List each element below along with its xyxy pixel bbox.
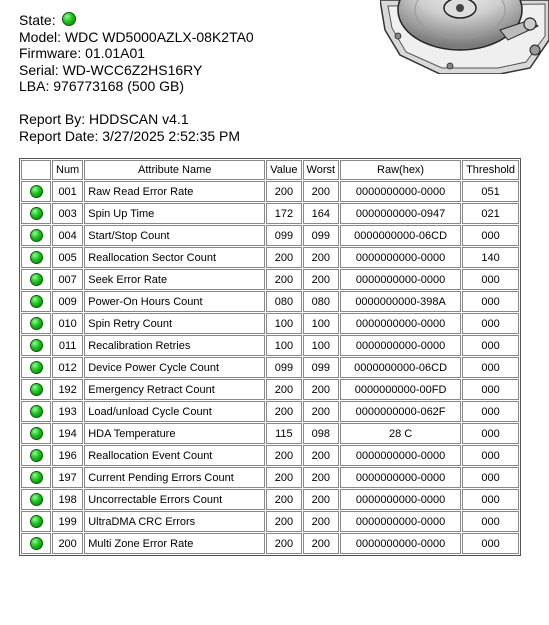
attribute-worst-cell: 200 xyxy=(303,533,340,554)
attribute-worst-cell: 200 xyxy=(303,467,340,488)
attribute-num-cell: 001 xyxy=(52,181,83,202)
status-ok-icon xyxy=(30,185,43,198)
attribute-name-cell: Start/Stop Count xyxy=(84,225,265,246)
attribute-raw-cell: 0000000000-398A xyxy=(340,291,461,312)
status-cell xyxy=(21,181,51,202)
attribute-name-cell: Multi Zone Error Rate xyxy=(84,533,265,554)
attribute-num-cell: 007 xyxy=(52,269,83,290)
attribute-raw-cell: 0000000000-0000 xyxy=(340,181,461,202)
attribute-raw-cell: 0000000000-0000 xyxy=(340,247,461,268)
table-row xyxy=(21,269,519,290)
attribute-worst-cell: 200 xyxy=(303,511,340,532)
attribute-num-cell: 009 xyxy=(52,291,83,312)
status-cell xyxy=(21,511,51,532)
status-cell xyxy=(21,203,51,224)
attribute-raw-cell: 0000000000-0000 xyxy=(340,445,461,466)
attribute-worst-cell: 100 xyxy=(303,335,340,356)
attribute-name-cell: Uncorrectable Errors Count xyxy=(84,489,265,510)
attribute-num-cell: 012 xyxy=(52,357,83,378)
attribute-name-cell: Seek Error Rate xyxy=(84,269,265,290)
attribute-name-cell: Spin Retry Count xyxy=(84,313,265,334)
table-row xyxy=(21,533,519,554)
firmware-text: Firmware: 01.01A01 xyxy=(19,45,146,61)
attribute-threshold-cell: 000 xyxy=(462,489,519,510)
attribute-threshold-cell: 000 xyxy=(462,511,519,532)
status-ok-icon xyxy=(30,449,43,462)
attribute-worst-cell: 200 xyxy=(303,489,340,510)
attribute-threshold-cell: 000 xyxy=(462,269,519,290)
attribute-num-cell: 200 xyxy=(52,533,83,554)
attribute-num-cell: 192 xyxy=(52,379,83,400)
status-cell xyxy=(21,247,51,268)
column-header-attribute-name: Attribute Name xyxy=(84,160,265,180)
attribute-num-cell: 199 xyxy=(52,511,83,532)
attribute-threshold-cell: 000 xyxy=(462,423,519,444)
hard-disk-platter-icon xyxy=(380,0,549,74)
table-row xyxy=(21,511,519,532)
attribute-name-cell: Device Power Cycle Count xyxy=(84,357,265,378)
serial-text: Serial: WD-WCC6Z2HS16RY xyxy=(19,61,203,78)
status-ok-icon xyxy=(30,493,43,506)
state-label: State: xyxy=(19,12,56,28)
table-header-row xyxy=(21,160,519,180)
attribute-worst-cell: 099 xyxy=(303,225,340,246)
state-line xyxy=(19,12,254,29)
attribute-name-cell: Reallocation Event Count xyxy=(84,445,265,466)
attribute-value-cell: 172 xyxy=(266,203,301,224)
attribute-threshold-cell: 000 xyxy=(462,225,519,246)
attribute-threshold-cell: 000 xyxy=(462,291,519,312)
attribute-num-cell: 196 xyxy=(52,445,83,466)
attribute-value-cell: 100 xyxy=(266,313,301,334)
attribute-threshold-cell: 000 xyxy=(462,445,519,466)
attribute-name-cell: Current Pending Errors Count xyxy=(84,467,265,488)
status-cell xyxy=(21,423,51,444)
attribute-name-cell: Emergency Retract Count xyxy=(84,379,265,400)
table-row xyxy=(21,225,519,246)
status-ok-icon xyxy=(30,273,43,286)
attribute-value-cell: 200 xyxy=(266,445,301,466)
attribute-raw-cell: 0000000000-00FD xyxy=(340,379,461,400)
attribute-value-cell: 200 xyxy=(266,379,301,400)
attribute-threshold-cell: 000 xyxy=(462,313,519,334)
attribute-value-cell: 099 xyxy=(266,357,301,378)
column-header-value: Value xyxy=(266,160,301,180)
table-row xyxy=(21,379,519,400)
attribute-threshold-cell: 000 xyxy=(462,467,519,488)
status-cell xyxy=(21,269,51,290)
attribute-num-cell: 004 xyxy=(52,225,83,246)
column-header-threshold: Threshold xyxy=(462,160,519,180)
attribute-num-cell: 198 xyxy=(52,489,83,510)
smart-attributes-table xyxy=(19,158,521,556)
attribute-threshold-cell: 000 xyxy=(462,335,519,356)
attribute-value-cell: 115 xyxy=(266,423,301,444)
attribute-value-cell: 099 xyxy=(266,225,301,246)
table-row xyxy=(21,313,519,334)
attribute-threshold-cell: 140 xyxy=(462,247,519,268)
attribute-num-cell: 194 xyxy=(52,423,83,444)
status-ok-icon xyxy=(30,405,43,418)
attribute-worst-cell: 100 xyxy=(303,313,340,334)
attribute-worst-cell: 200 xyxy=(303,269,340,290)
attribute-threshold-cell: 021 xyxy=(462,203,519,224)
drive-info xyxy=(19,12,254,144)
model-text: Model: WDC WD5000AZLX-08K2TA0 xyxy=(19,28,254,45)
attribute-value-cell: 080 xyxy=(266,291,301,312)
column-header-num: Num xyxy=(52,160,83,180)
attribute-raw-cell: 0000000000-0000 xyxy=(340,269,461,290)
attribute-raw-cell: 0000000000-0000 xyxy=(340,467,461,488)
attribute-threshold-cell: 000 xyxy=(462,533,519,554)
attribute-threshold-cell: 051 xyxy=(462,181,519,202)
attribute-raw-cell: 0000000000-062F xyxy=(340,401,461,422)
attribute-value-cell: 200 xyxy=(266,401,301,422)
column-header-worst: Worst xyxy=(303,160,340,180)
status-ok-icon xyxy=(30,207,43,220)
table-row xyxy=(21,357,519,378)
attribute-raw-cell: 0000000000-06CD xyxy=(340,225,461,246)
attribute-raw-cell: 0000000000-0000 xyxy=(340,313,461,334)
attribute-name-cell: UltraDMA CRC Errors xyxy=(84,511,265,532)
status-cell xyxy=(21,225,51,246)
attribute-name-cell: Load/unload Cycle Count xyxy=(84,401,265,422)
attribute-raw-cell: 0000000000-0000 xyxy=(340,489,461,510)
attribute-name-cell: Raw Read Error Rate xyxy=(84,181,265,202)
status-cell xyxy=(21,313,51,334)
attribute-threshold-cell: 000 xyxy=(462,401,519,422)
status-cell xyxy=(21,357,51,378)
attribute-num-cell: 003 xyxy=(52,203,83,224)
table-row xyxy=(21,423,519,444)
column-header-raw: Raw(hex) xyxy=(340,160,461,180)
lba-text: LBA: 976773168 (500 GB) xyxy=(19,78,185,94)
attribute-num-cell: 193 xyxy=(52,401,83,422)
status-cell xyxy=(21,467,51,488)
table-row xyxy=(21,291,519,312)
attribute-value-cell: 200 xyxy=(266,533,301,554)
attribute-worst-cell: 099 xyxy=(303,357,340,378)
status-ok-icon xyxy=(30,383,43,396)
status-cell xyxy=(21,291,51,312)
attribute-value-cell: 200 xyxy=(266,511,301,532)
attribute-worst-cell: 200 xyxy=(303,401,340,422)
attribute-threshold-cell: 000 xyxy=(462,379,519,400)
attribute-raw-cell: 0000000000-0000 xyxy=(340,511,461,532)
status-ok-icon xyxy=(30,295,43,308)
attribute-worst-cell: 200 xyxy=(303,181,340,202)
attribute-value-cell: 200 xyxy=(266,181,301,202)
status-cell xyxy=(21,533,51,554)
status-ok-icon xyxy=(30,251,43,264)
attribute-worst-cell: 098 xyxy=(303,423,340,444)
status-ok-icon xyxy=(30,471,43,484)
state-ok-indicator-icon xyxy=(62,12,76,26)
attribute-worst-cell: 200 xyxy=(303,247,340,268)
attribute-num-cell: 010 xyxy=(52,313,83,334)
table-row xyxy=(21,335,519,356)
status-ok-icon xyxy=(30,427,43,440)
attribute-name-cell: Spin Up Time xyxy=(84,203,265,224)
attribute-num-cell: 011 xyxy=(52,335,83,356)
attribute-num-cell: 197 xyxy=(52,467,83,488)
table-row xyxy=(21,181,519,202)
table-row xyxy=(21,467,519,488)
status-ok-icon xyxy=(30,537,43,550)
attribute-worst-cell: 164 xyxy=(303,203,340,224)
attribute-name-cell: Recalibration Retries xyxy=(84,335,265,356)
status-cell xyxy=(21,335,51,356)
attribute-raw-cell: 0000000000-0000 xyxy=(340,335,461,356)
attribute-worst-cell: 200 xyxy=(303,445,340,466)
attribute-name-cell: HDA Temperature xyxy=(84,423,265,444)
status-ok-icon xyxy=(30,515,43,528)
status-ok-icon xyxy=(30,229,43,242)
attribute-threshold-cell: 000 xyxy=(462,357,519,378)
table-row xyxy=(21,401,519,422)
attribute-worst-cell: 200 xyxy=(303,379,340,400)
status-cell xyxy=(21,445,51,466)
table-row xyxy=(21,445,519,466)
table-row xyxy=(21,489,519,510)
attribute-worst-cell: 080 xyxy=(303,291,340,312)
attribute-value-cell: 200 xyxy=(266,489,301,510)
attribute-value-cell: 200 xyxy=(266,269,301,290)
attribute-name-cell: Power-On Hours Count xyxy=(84,291,265,312)
status-ok-icon xyxy=(30,339,43,352)
attribute-raw-cell: 28 C xyxy=(340,423,461,444)
status-cell xyxy=(21,401,51,422)
table-row xyxy=(21,247,519,268)
report-date-text: Report Date: 3/27/2025 2:52:35 PM xyxy=(19,127,241,144)
attribute-value-cell: 200 xyxy=(266,467,301,488)
attribute-num-cell: 005 xyxy=(52,247,83,268)
attribute-value-cell: 200 xyxy=(266,247,301,268)
attribute-raw-cell: 0000000000-0947 xyxy=(340,203,461,224)
status-ok-icon xyxy=(30,361,43,374)
column-header-status xyxy=(21,160,51,180)
table-row xyxy=(21,203,519,224)
attribute-value-cell: 100 xyxy=(266,335,301,356)
attribute-raw-cell: 0000000000-0000 xyxy=(340,533,461,554)
attribute-raw-cell: 0000000000-06CD xyxy=(340,357,461,378)
status-cell xyxy=(21,489,51,510)
report-by-text: Report By: HDDSCAN v4.1 xyxy=(19,111,189,127)
status-cell xyxy=(21,379,51,400)
status-ok-icon xyxy=(30,317,43,330)
attribute-name-cell: Reallocation Sector Count xyxy=(84,247,265,268)
